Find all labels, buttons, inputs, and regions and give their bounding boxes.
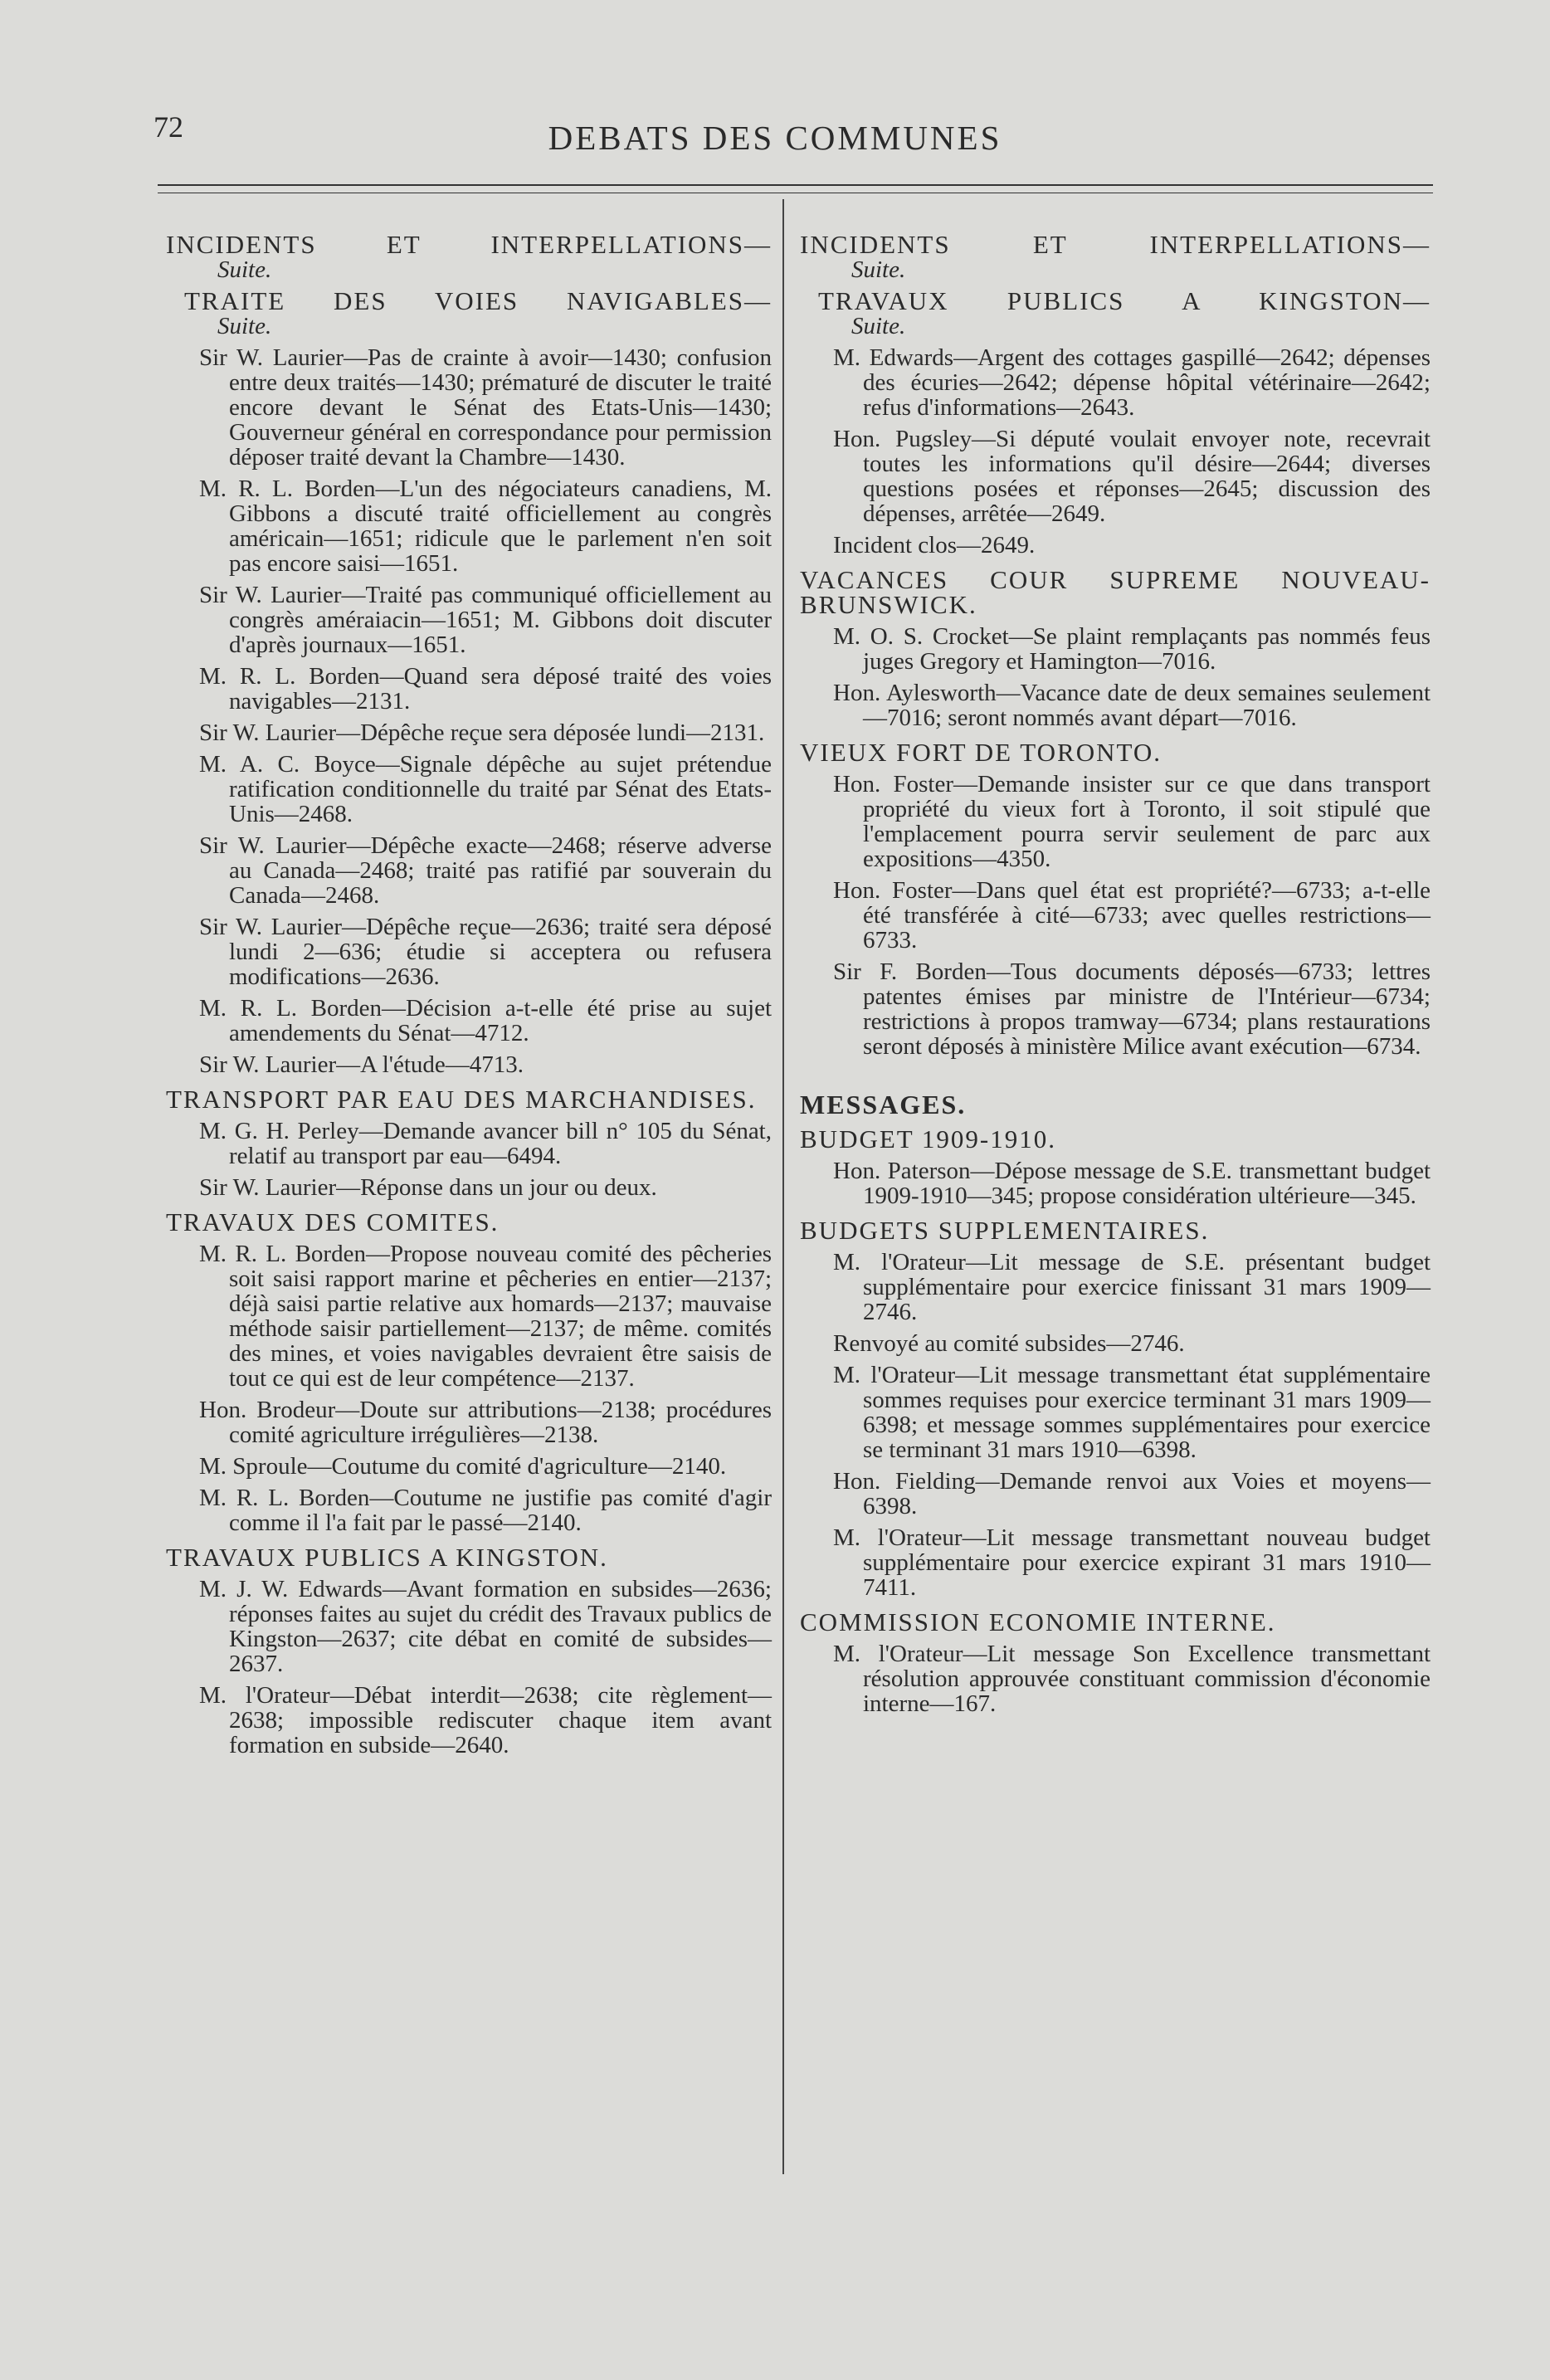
section-heading bbox=[166, 1545, 772, 1570]
suite-label: Suite. bbox=[217, 313, 272, 339]
index-entry: Hon. Aylesworth—Vacance date de deux semaines seulement—7016; seront nommés avant départ—7016. bbox=[833, 680, 1431, 731]
page-title: DEBATS DES COMMUNES bbox=[548, 119, 1002, 157]
index-entry: M. R. L. Borden—Propose nouveau comité des pêcheries soit saisi rapport marine et pêcheries en entier—2137; déjà saisi partie relative aux homards—2137; mauvaise méthode saisir partiellement—2137; de même. comités des mines, et voies navigables devraient être saisis de tout ce qui est de leur compétence—2137. bbox=[199, 1241, 772, 1392]
index-entry: M. l'Orateur—Lit message transmettant nouveau budget supplémentaire pour exercice expirant 31 mars 1910—7411. bbox=[833, 1524, 1431, 1601]
heading-text: INCIDENTS ET INTERPELLATIONS— bbox=[800, 230, 1431, 259]
index-entry: Hon. Paterson—Dépose message de S.E. transmettant budget 1909-1910—345; propose considération ultérieure—345. bbox=[833, 1158, 1431, 1209]
index-entry: Hon. Foster—Dans quel état est propriété?—6733; a-t-elle été transférée à cité—6733; avec quelles restrictions—6733. bbox=[833, 877, 1431, 953]
index-entry: M. l'Orateur—Débat interdit—2638; cite règlement—2638; impossible rediscuter chaque item avant formation en subside—2640. bbox=[199, 1682, 772, 1758]
index-entry: M. l'Orateur—Lit message Son Excellence transmettant résolution approuvée constituant commission d'économie interne—167. bbox=[833, 1641, 1431, 1717]
section-heading bbox=[800, 1607, 1431, 1636]
page-number: 72 bbox=[154, 110, 183, 144]
index-entry: M. O. S. Crocket—Se plaint remplaçants pas nommés feus juges Gregory et Hamington—7016. bbox=[833, 623, 1431, 675]
index-entry: M. Edwards—Argent des cottages gaspillé—2642; dépenses des écuries—2642; dépense hôpital vétérinaire—2642; refus d'informations—2643. bbox=[833, 344, 1431, 421]
index-entry: Renvoyé au comité subsides—2746. bbox=[833, 1330, 1185, 1357]
heading-text: BUDGET 1909-1910. bbox=[800, 1124, 1056, 1153]
index-entry: M. A. C. Boyce—Signale dépêche au sujet prétendue ratification conditionnelle du traité par Sénat des Etats-Unis—2468. bbox=[199, 751, 772, 827]
section-heading bbox=[166, 1207, 772, 1236]
heading-text: BUDGETS SUPPLEMENTAIRES. bbox=[800, 1216, 1210, 1245]
index-entry: Sir W. Laurier—Dépêche reçue—2636; traité sera déposé lundi 2—636; étudie si acceptera ou refusera modifications—2636. bbox=[199, 914, 772, 990]
index-entry: M. R. L. Borden—Quand sera déposé traité des voies navigables—2131. bbox=[199, 663, 772, 714]
index-entry: M. J. W. Edwards—Avant formation en subsides—2636; réponses faites au sujet du crédit des Travaux publics de Kingston—2637; cite débat en comité de subsides—2637. bbox=[199, 1576, 772, 1677]
heading-text: VIEUX FORT DE TORONTO. bbox=[800, 738, 1162, 767]
index-entry: Sir W. Laurier—Traité pas communiqué officiellement au congrès améraiacin—1651; M. Gibbons doit discuter d'après journaux—1651. bbox=[199, 582, 772, 658]
column-divider bbox=[782, 199, 784, 2174]
index-entry: M. Sproule—Coutume du comité d'agriculture—2140. bbox=[199, 1453, 727, 1480]
heading-text: VACANCES COUR SUPREME NOUVEAU-BRUNSWICK. bbox=[800, 565, 1431, 619]
section-heading bbox=[800, 232, 1431, 257]
index-entry: Sir W. Laurier—Dépêche reçue sera déposée lundi—2131. bbox=[199, 719, 765, 746]
section-heading bbox=[166, 232, 772, 257]
subsection-heading bbox=[800, 286, 1431, 315]
section-heading bbox=[800, 740, 1431, 765]
index-entry: M. R. L. Borden—Coutume ne justifie pas comité d'agir comme il l'a fait par le passé—2140. bbox=[199, 1485, 772, 1536]
index-entry: Sir W. Laurier—Réponse dans un jour ou deux. bbox=[199, 1174, 657, 1201]
section-heading bbox=[800, 1124, 1431, 1153]
heading-text: TRAITE DES VOIES NAVIGABLES— bbox=[184, 286, 772, 315]
index-entry: Incident clos—2649. bbox=[833, 532, 1036, 558]
index-entry: Hon. Fielding—Demande renvoi aux Voies et moyens—6398. bbox=[833, 1468, 1431, 1519]
index-entry: Sir W. Laurier—A l'étude—4713. bbox=[199, 1051, 524, 1078]
section-heading bbox=[166, 1087, 772, 1112]
index-entry: M. l'Orateur—Lit message transmettant état supplémentaire sommes requises pour exercice terminant 31 mars 1909—6398; et message sommes supplémentaires pour exercice se terminant 31 mars 1910—6398. bbox=[833, 1362, 1431, 1463]
suite-label: Suite. bbox=[217, 256, 272, 283]
left-column bbox=[166, 222, 772, 1759]
suite-label: Suite. bbox=[851, 313, 906, 339]
index-entry: M. R. L. Borden—Décision a-t-elle été prise au sujet amendements du Sénat—4712. bbox=[199, 995, 772, 1046]
heading-text: TRAVAUX PUBLICS A KINGSTON— bbox=[818, 286, 1431, 315]
section-heading bbox=[800, 565, 1431, 619]
heading-text: TRAVAUX DES COMITES. bbox=[166, 1207, 500, 1236]
index-entry: M. R. L. Borden—L'un des négociateurs canadiens, M. Gibbons a discuté traité officiellement au congrès américain—1651; ridicule que le parlement n'en soit pas encore saisi—1651. bbox=[199, 476, 772, 577]
index-entry: Hon. Pugsley—Si député voulait envoyer note, recevrait toutes les informations qu'il désire—2644; diverses questions posées et réponses—2645; discussion des dépenses, arrêtée—2649. bbox=[833, 426, 1431, 527]
index-entry: Hon. Foster—Demande insister sur ce que dans transport propriété du vieux fort à Toronto, il soit stipulé que l'emplacement pourra servir seulement de parc aux expositions—4350. bbox=[833, 771, 1431, 872]
heading-text: TRAVAUX PUBLICS A KINGSTON. bbox=[166, 1543, 608, 1572]
heading-text: TRANSPORT PAR EAU DES MARCHANDISES. bbox=[166, 1085, 757, 1114]
index-entry: Sir W. Laurier—Dépêche exacte—2468; réserve adverse au Canada—2468; traité pas ratifié par souverain du Canada—2468. bbox=[199, 832, 772, 909]
right-column bbox=[800, 222, 1431, 1718]
index-entry: Sir F. Borden—Tous documents déposés—6733; lettres patentes émises par ministre de l'Intérieur—6734; restrictions à propos tramway—6734; plans restaurations seront déposés à ministère Milice avant exécution—6734. bbox=[833, 958, 1431, 1060]
index-entry: M. l'Orateur—Lit message de S.E. présentant budget supplémentaire pour exercice finissant 31 mars 1909—2746. bbox=[833, 1249, 1431, 1325]
header-rule bbox=[158, 184, 1433, 186]
suite-label: Suite. bbox=[851, 256, 906, 283]
index-entry: M. G. H. Perley—Demande avancer bill n° 105 du Sénat, relatif au transport par eau—6494. bbox=[199, 1118, 772, 1169]
section-heading bbox=[800, 1218, 1431, 1243]
main-section-heading: MESSAGES. bbox=[800, 1090, 967, 1119]
subsection-heading bbox=[166, 286, 772, 315]
heading-text: INCIDENTS ET INTERPELLATIONS— bbox=[166, 230, 772, 259]
index-entry: Hon. Brodeur—Doute sur attributions—2138; procédures comité agriculture irrégulières—2138. bbox=[199, 1397, 772, 1448]
index-entry: Sir W. Laurier—Pas de crainte à avoir—1430; confusion entre deux traités—1430; prématuré de discuter le traité encore devant le Sénat des Etats-Unis—1430; Gouverneur général en correspondance pour permission déposer traité devant la Chambre—1430. bbox=[199, 344, 772, 471]
heading-text: COMMISSION ECONOMIE INTERNE. bbox=[800, 1607, 1276, 1636]
